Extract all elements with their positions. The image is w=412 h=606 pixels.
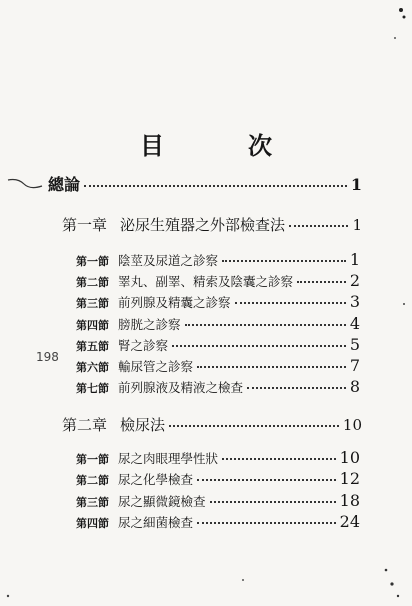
page-number: 8 xyxy=(349,377,360,396)
section-label: 第三節 xyxy=(76,496,109,509)
page-number: 12 xyxy=(339,469,360,488)
leader-dots xyxy=(235,301,346,304)
toc-section-entry xyxy=(76,512,360,531)
page-number: 1 xyxy=(352,216,362,234)
page-number: 1 xyxy=(349,250,360,269)
chapter-label: 第二章 xyxy=(62,416,108,434)
toc-section-entry xyxy=(76,335,360,354)
page-number: 7 xyxy=(349,356,360,375)
margin-scribble xyxy=(6,176,46,190)
page-number: 10 xyxy=(339,448,360,467)
toc-section-entry xyxy=(76,314,360,333)
leader-dots xyxy=(210,500,336,503)
leader-dots xyxy=(247,386,346,389)
leader-dots xyxy=(172,344,346,347)
section-title: 腎之診察 xyxy=(118,338,169,353)
chapter-title: 檢尿法 xyxy=(120,416,166,434)
section-title: 尿之細菌檢查 xyxy=(118,515,194,530)
toc-section-entry xyxy=(76,377,360,396)
section-title: 尿之顯微鏡檢查 xyxy=(118,494,206,509)
section-label: 第一節 xyxy=(76,255,109,268)
leader-dots xyxy=(289,224,348,227)
leader-dots xyxy=(169,424,339,427)
section-label: 第二節 xyxy=(76,276,109,289)
section-title: 睪丸、副睪、精索及陰囊之診察 xyxy=(118,274,294,289)
leader-dots xyxy=(297,280,346,283)
toc-title: 目 次 xyxy=(140,131,302,160)
section-label: 第三節 xyxy=(76,297,109,310)
toc-overview-entry xyxy=(48,172,362,195)
section-title: 尿之肉眼理學性狀 xyxy=(118,451,219,466)
leader-dots xyxy=(185,323,346,326)
chapter-title: 泌尿生殖器之外部檢查法 xyxy=(120,216,286,234)
section-label: 第五節 xyxy=(76,340,109,353)
toc-chapter-entry xyxy=(62,414,362,435)
section-title: 陰莖及尿道之診察 xyxy=(118,253,219,268)
page-number: 2 xyxy=(349,271,360,290)
page-number: 5 xyxy=(349,335,360,354)
section-title: 前列腺及精囊之診察 xyxy=(118,295,231,310)
toc-section-entry xyxy=(76,292,360,311)
section-title: 尿之化學檢查 xyxy=(118,472,194,487)
leader-dots xyxy=(84,184,347,187)
margin-note: 198 xyxy=(36,350,59,364)
leader-dots xyxy=(197,521,336,524)
page-number: 4 xyxy=(349,314,360,333)
section-label: 第七節 xyxy=(76,382,109,395)
toc-section-entry xyxy=(76,250,360,269)
chapter-label: 第一章 xyxy=(62,216,108,234)
toc-section-entry xyxy=(76,448,360,467)
toc-section-entry xyxy=(76,356,360,375)
toc-section-entry xyxy=(76,271,360,290)
page-number: 3 xyxy=(349,292,360,311)
page-number: 1 xyxy=(350,175,362,194)
section-label: 第四節 xyxy=(76,517,109,530)
section-title: 膀胱之診察 xyxy=(118,317,181,332)
section-title: 前列腺液及精液之檢查 xyxy=(118,380,244,395)
toc-section-entry xyxy=(76,491,360,510)
leader-dots xyxy=(197,478,336,481)
section-label: 第四節 xyxy=(76,319,109,332)
leader-dots xyxy=(222,457,336,460)
toc-chapter-entry xyxy=(62,214,362,235)
section-label: 第二節 xyxy=(76,474,109,487)
page-number: 10 xyxy=(342,416,362,434)
section-label: 第一節 xyxy=(76,453,109,466)
leader-dots xyxy=(197,365,346,368)
overview-label: 總論 xyxy=(48,175,81,194)
toc-section-entry xyxy=(76,469,360,488)
page-number: 24 xyxy=(339,512,360,531)
section-label: 第六節 xyxy=(76,361,109,374)
section-title: 輸尿管之診察 xyxy=(118,359,194,374)
page-number: 18 xyxy=(339,491,360,510)
leader-dots xyxy=(222,259,346,262)
